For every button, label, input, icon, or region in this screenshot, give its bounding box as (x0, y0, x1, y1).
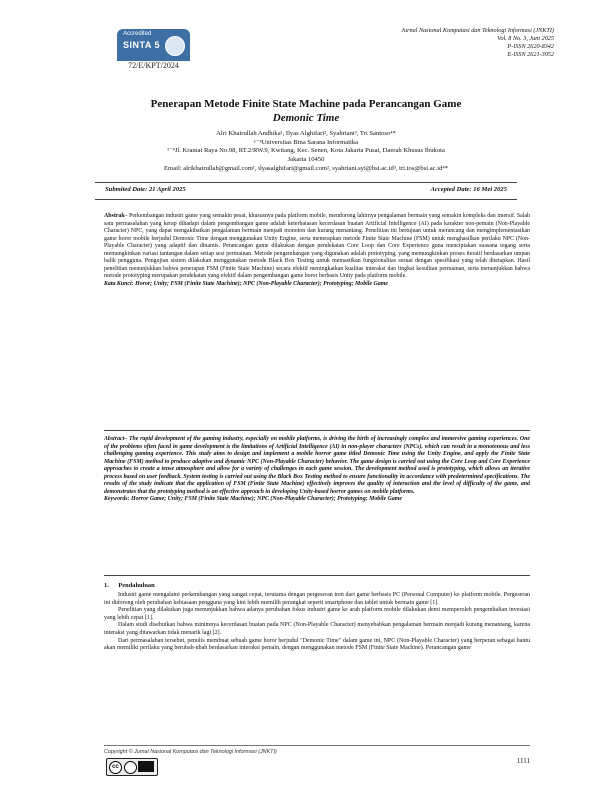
paper-title (90, 97, 522, 125)
abstrak-block (104, 213, 530, 288)
keywords-text: Horror Game; Unity; FSM (Finite State Machine); NPC (Non-Playable Character); Prototyping; Mobile Game (131, 496, 402, 502)
kata-kunci-row (104, 281, 530, 289)
kata-kunci-text: Horor; Unity; FSM (Finite State Machine); NPC (Non-Playable Character); Prototyping; Mobile Game (135, 280, 388, 287)
creative-commons-license-badge[interactable] (106, 758, 158, 776)
page-number: 1111 (516, 757, 530, 765)
attribution-icon (124, 761, 137, 774)
license-type-icon (138, 761, 154, 772)
cc-icon: cc (109, 761, 122, 774)
badge-sinta-label: SINTA 5 (123, 40, 161, 50)
sinta-accreditation-badge (117, 29, 190, 61)
title-line-2: Demonic Time (272, 112, 340, 124)
sinta-seal-icon (165, 36, 185, 56)
paragraph: Industri game mengalami perkembangan yang sangat cepat, terutama dengan pergeseran tren dari game berbasis PC (Personal Computer) ke platform mobile. Pergeseran ini didorong oleh perubahan kebiasaan pengguna yang kini lebih memilih perangkat seperti smartphone dan tablet untuk bermain game [1]. (104, 592, 530, 606)
submission-dates-bar (95, 182, 517, 200)
author-address-2: Jakarta 10450 (287, 156, 325, 164)
journal-volume: Vol. 8 No. 3, Juni 2025 (497, 35, 554, 42)
journal-eissn: E-ISSN 2621-3052 (507, 51, 554, 58)
abstract-en-text: – The rapid development of the gaming industry, especially on mobile platforms, is driving the birth of increasingly complex and immersive gaming experiences. One of the problems often faced in game development is the limitations of Artificial Intelligence (AI) in non-player characters (NPCs), which can result in a monotonous and less challenging gaming experience. This study aims to design and implement a mobile horror game titled Demonic Time using the Unity Engine, and apply the Finite State Machine (FSM) method to produce adaptive and dynamic NPC (Non-Playable Character) behavior. The game design is carried out using the Core Loop and Core Experience approaches to create a tense atmosphere and allow for a variety of challenges in each game session. The development method used is prototyping, which allows an iterative process based on user feedback. System testing is carried out using the Black Box Testing method to ensure functionality in accordance with predetermined specifications. The results of the study indicate that the application of FSM (Finite State Machine) effectively improves the quality of interaction and the level of difficulty of the game, and demonstrates that the prototyping method is an effective approach in developing Unity-based horror games on mobile platforms. (104, 436, 530, 495)
section-number: 1. (104, 582, 109, 589)
footer-divider (104, 745, 530, 746)
badge-accredited-label: Accredited (123, 31, 152, 37)
journal-pissn: P-ISSN 2620-8342 (507, 43, 554, 50)
submitted-date: Submited Date: 21 April 2025 (105, 186, 186, 193)
badge-decree: 72/E/KPT/2024 (128, 61, 179, 70)
author-names: Alri Khairullah Andhika¹, Ilyas Alghifari², Syahriani³, Tri Santoso⁴* (216, 130, 396, 137)
abstrak-label: Abstrak (104, 213, 125, 219)
abstract-end-divider (104, 575, 530, 576)
section-title: Pendahuluan (118, 582, 155, 589)
author-address-1: ¹⁻⁴Jl. Kramat Raya No.98, RT.2/RW.9, Kwitang, Kec. Senen, Kota Jakarta Pusat, Daerah Khusus Ibukota (167, 147, 445, 155)
copyright-notice: Copyright © Jurnal Nasional Komputasi dan Teknologi Informasi (JNKTI) (104, 749, 277, 755)
author-block (90, 130, 522, 174)
keywords-row (104, 496, 530, 504)
author-affiliation: ¹⁻⁴Universitas Bina Sarana Informatika (253, 138, 359, 146)
abstract-en-label: Abstract (104, 436, 125, 442)
journal-info (401, 27, 554, 59)
body-text (104, 592, 530, 653)
abstrak-text: – Perkembangan industri game yang semakin pesat, khususnya pada platform mobile, mendorong lahirnya pengalaman bermain yang semakin kompleks dan imersif. Salah satu permasalahan yang kerap dihadapi dalam pengembangan game adalah keterbatasan kecerdasan buatan Artificial Intelligence (AI) pada karakter non-pemain (Non-Playable Character) NPC, yang dapat mengakibatkan pengalaman bermain menjadi monoton dan kurang menantang. Penelitian ini bertujuan untuk merancang dan mengimplementasikan game horor mobile berjudul Demonic Time dengan menggunakan Unity Engine, serta menerapkan metode Finite State Machine (FSM) untuk menghasilkan perilaku NPC (Non-Playable Character) yang adaptif dan dinamis. Perancangan game dilakukan dengan pendekatan Core Loop dan Core Experience guna menciptakan suasana tegang serta memungkinkan variasi tantangan dalam setiap sesi permainan. Metode pengembangan yang digunakan adalah prototyping, yang memungkinkan proses iteratif berdasarkan umpan balik pengguna. Pengujian sistem dilakukan menggunakan metode Black Box Testing untuk memastikan fungsionalitas sesuai dengan spesifikasi yang telah ditetapkan. Hasil penelitian menunjukkan bahwa penerapan FSM (Finite State Machine) secara efektif meningkatkan kualitas interaksi dan tingkat kesulitan permainan, serta menunjukkan bahwa metode prototyping merupakan pendekatan yang efektif dalam pengembangan game horor berbasis Unity pada platform mobile. (104, 213, 530, 279)
paragraph: Penelitian yang dilakukan juga menunjukkan bahwa adanya perubahan fokus industri game ke arah platform mobile dilakukan demi memperoleh pengembalian investasi yang lebih cepat [1]. (104, 607, 530, 621)
section-heading (104, 582, 155, 589)
keywords-label: Keywords: (104, 496, 130, 502)
kata-kunci-label: Kata Kunci: (104, 280, 134, 287)
paragraph: Dari permasalahan tersebut, penulis membuat sebuah game horor berjudul "Demonic Time" dalam game ini, NPC (Non-Playable Character) yang berperan sebagai hantu akan memiliki perilaku yang berubah-ubah berdasarkan interaksi pemain, dengan menggunakan metode FSM (Finite State Machine). Perancangan game (104, 637, 530, 652)
author-emails[interactable]: Email: alrikhairullah@gmail.com¹, ilyasalghifari@gmail.com², syahriani.syi@bsi.ac.id³, tri.tos@bsi.ac.id⁴* (164, 164, 448, 172)
abstract-divider (104, 430, 530, 431)
abstract-en-block (104, 436, 530, 504)
title-line-1: Penerapan Metode Finite State Machine pada Perancangan Game (150, 98, 462, 110)
accepted-date: Accepted Date: 16 Mei 2025 (430, 186, 507, 193)
journal-name: Jurnal Nasional Komputasi dan Teknologi Informasi (JNKTI) (401, 27, 554, 34)
paragraph: Dalam studi disebutkan bahwa minimnya kecerdasan buatan pada NPC (Non-Playable Character) menyebabkan pengalaman bermain menjadi kurang menantang, karena interaksi yang ditawarkan tidak menarik lagi [2]. (104, 622, 530, 636)
